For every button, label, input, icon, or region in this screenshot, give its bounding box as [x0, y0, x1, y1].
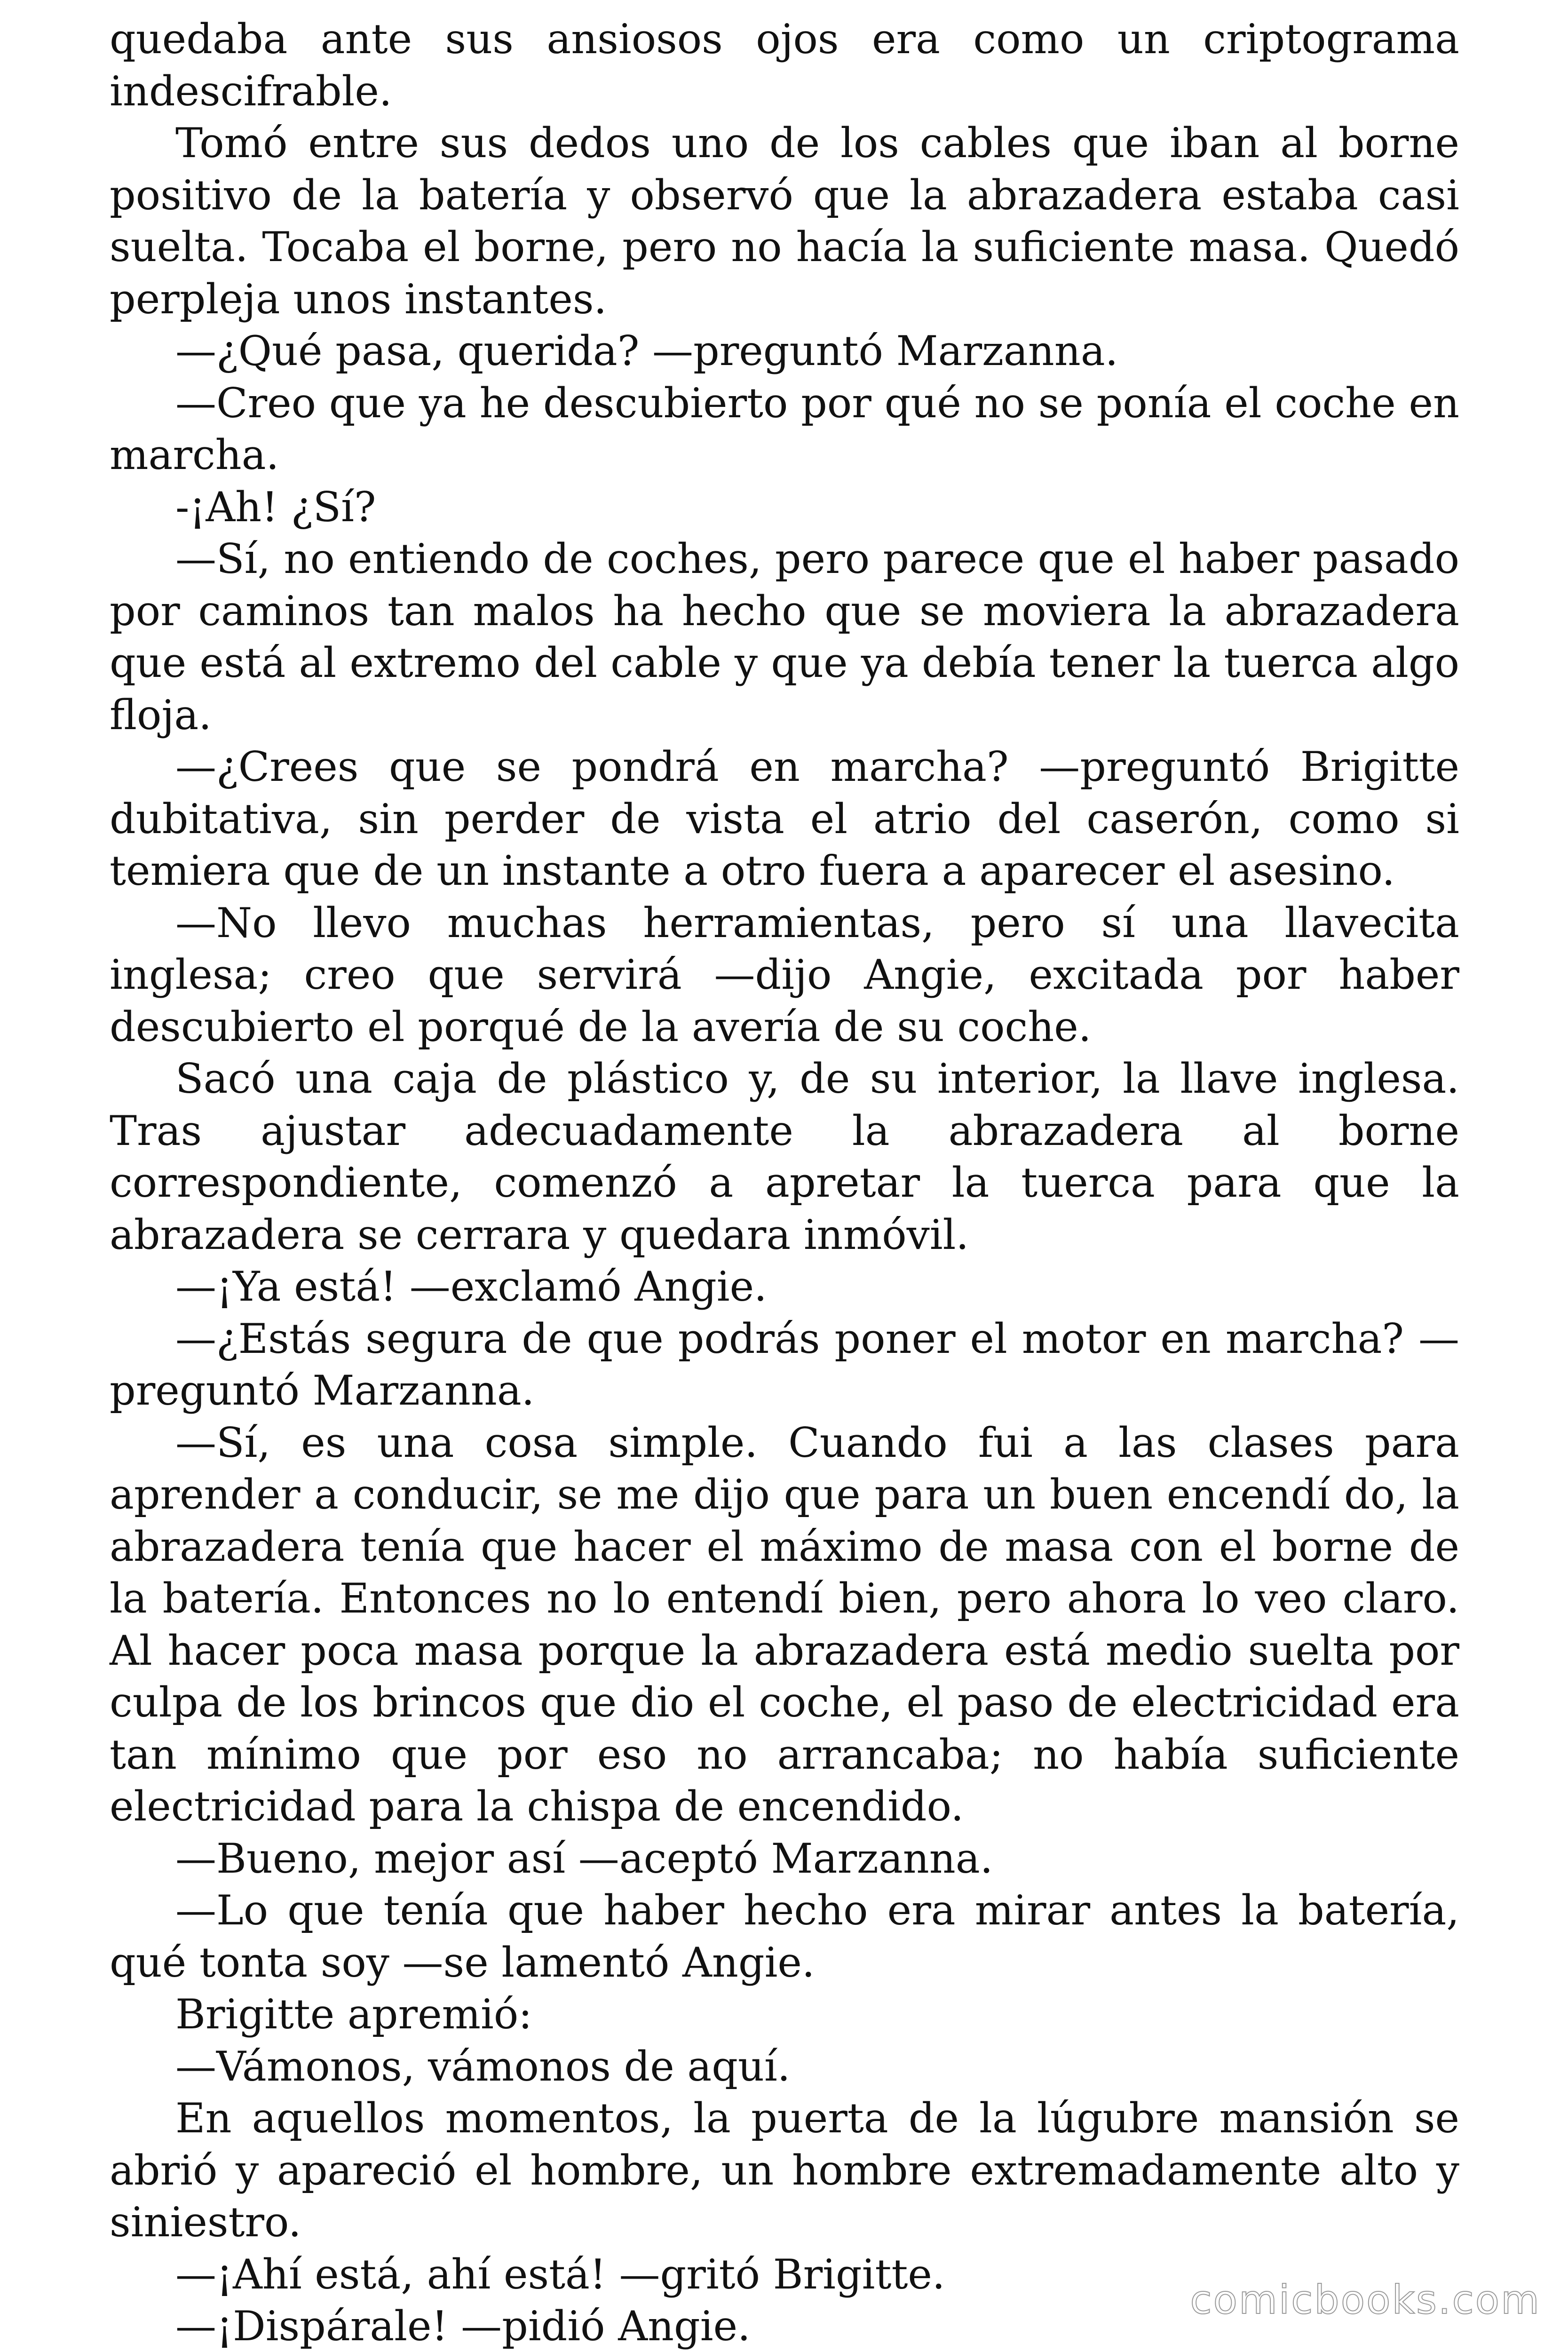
dialogue-line: —Vámonos, vámonos de aquí.	[175, 2042, 791, 2090]
paragraph: En aquellos momentos, la puerta de la lúgubre mansión se abrió y apareció el hombre, un hombre extremadamente alto y siniestro.	[110, 2094, 1459, 2246]
paragraph-continued: quedaba ante sus ansiosos ojos era como un criptograma indescifrable.	[110, 15, 1459, 115]
dialogue-line: —Sí, no entiendo de coches, pero parece que el haber pasado por caminos tan malos ha hecho que se moviera la abrazadera que está al extremo del cable y que ya debía tener la tuerca algo floja.	[110, 535, 1459, 739]
paragraph: Sacó una caja de plástico y, de su interior, la llave inglesa. Tras ajustar adecuadamente la abrazadera al borne correspondiente, comenzó a apretar la tuerca para que la abrazadera se cerrara y quedara inmóvil.	[110, 1055, 1459, 1259]
dialogue-line: —Creo que ya he descubierto por qué no se ponía el coche en marcha.	[110, 379, 1459, 479]
dialogue-line: —¿Qué pasa, querida? —preguntó Marzanna.	[175, 327, 1118, 375]
book-page-text	[110, 13, 1459, 2352]
dialogue-line: —¿Crees que se pondrá en marcha? —preguntó Brigitte dubitativa, sin perder de vista el atrio del caserón, como si temiera que de un instante a otro fuera a aparecer el asesino.	[110, 743, 1459, 895]
dialogue-line: —Bueno, mejor así —aceptó Marzanna.	[175, 1834, 993, 1883]
dialogue-line: —¿Estás segura de que podrás poner el motor en marcha? —preguntó Marzanna.	[110, 1314, 1459, 1414]
dialogue-line: —No llevo muchas herramientas, pero sí una llavecita inglesa; creo que servirá —dijo Angie, excitada por haber descubierto el porqué de la avería de su coche.	[110, 898, 1459, 1051]
dialogue-line: —¡Ya está! —exclamó Angie.	[175, 1263, 767, 1311]
dialogue-line: —Lo que tenía que haber hecho era mirar antes la batería, qué tonta soy —se lamentó Angie.	[110, 1886, 1459, 1986]
dialogue-line: -¡Ah! ¿Sí?	[175, 483, 376, 531]
watermark: comicbooks.com	[1190, 2277, 1541, 2323]
paragraph: Tomó entre sus dedos uno de los cables que iban al borne positivo de la batería y observó que la abrazadera estaba casi suelta. Tocaba el borne, pero no hacía la suficiente masa. Quedó perpleja unos instantes.	[110, 119, 1459, 323]
dialogue-line: —¡Dispárale! —pidió Angie.	[175, 2302, 751, 2350]
dialogue-line: —Sí, es una cosa simple. Cuando fui a las clases para aprender a conducir, se me dijo que para un buen encendí do, la abrazadera tenía que hacer el máximo de masa con el borne de la batería. Entonces no lo entendí bien, pero ahora lo veo claro. Al hacer poca masa porque la abrazadera está medio suelta por culpa de los brincos que dio el coche, el paso de electricidad era tan mínimo que por eso no arrancaba; no había suficiente electricidad para la chispa de encendido.	[110, 1418, 1459, 1830]
dialogue-line: —¡Ahí está, ahí está! —gritó Brigitte.	[175, 2250, 945, 2298]
paragraph: Brigitte apremió:	[175, 1990, 532, 2038]
